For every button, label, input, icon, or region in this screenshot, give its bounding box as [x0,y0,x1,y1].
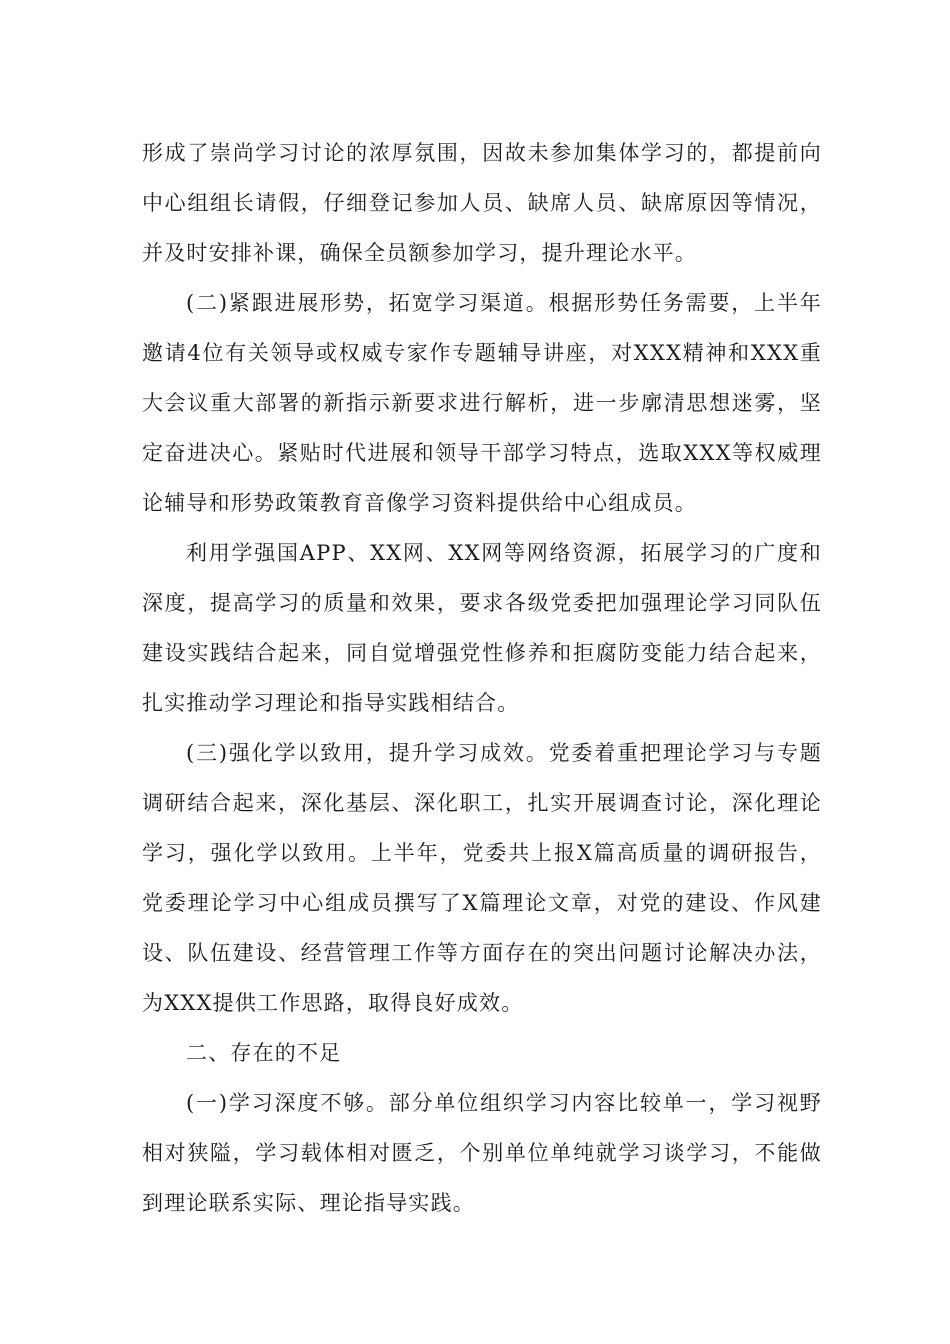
paragraph-expand-learning-channels: (二)紧跟进展形势，拓宽学习渠道。根据形势任务需要，上半年邀请4位有关领导或权威专家作专题辅导讲座，对XXX精神和XXX重大会议重大部署的新指示新要求进行解析，进一步廓清思想迷雾，坚定奋进决心。紧贴时代进展和领导干部学习特点，选取XXX等权威理论辅导和形势政策教育音像学习资料提供给中心组成员。 [142,291,822,515]
paragraph-insufficient-depth: (一)学习深度不够。部分单位组织学习内容比较单一，学习视野相对狭隘，学习载体相对匮乏，个别单位单纯就学习谈学习，不能做到理论联系实际、理论指导实践。 [142,1091,822,1215]
paragraph-apply-learning: (三)强化学以致用，提升学习成效。党委着重把理论学习与专题调研结合起来，深化基层、深化职工，扎实开展调查讨论，深化理论学习，强化学以致用。上半年，党委共上报X篇高质量的调研报告，党委理论学习中心组成员撰写了X篇理论文章，对党的建设、作风建设、队伍建设、经营管理工作等方面存在的突出问题讨论解决办法，为XXX提供工作思路，取得良好成效。 [142,741,822,1015]
document-body [142,128,822,1228]
paragraph-study-atmosphere: 形成了崇尚学习讨论的浓厚氛围，因故未参加集体学习的，都提前向中心组组长请假，仔细登记参加人员、缺席人员、缺席原因等情况，并及时安排补课，确保全员额参加学习，提升理论水平。 [142,141,822,265]
paragraph-network-resources: 利用学强国APP、XX网、XX网等网络资源，拓展学习的广度和深度，提高学习的质量和效果，要求各级党委把加强理论学习同队伍建设实践结合起来，同自觉增强党性修养和拒腐防变能力结合起来，扎实推动学习理论和指导实践相结合。 [142,541,822,715]
section-heading-shortcomings: 二、存在的不足 [186,1041,342,1065]
